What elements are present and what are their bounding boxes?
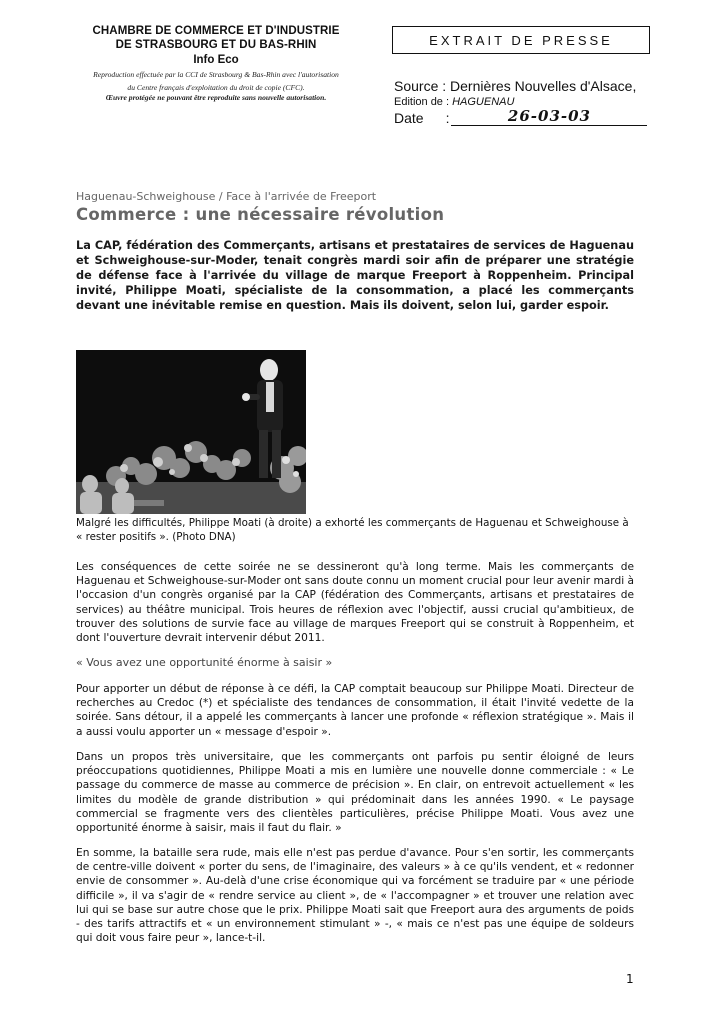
edition-line	[394, 96, 514, 108]
org-name-line2: DE STRASBOURG ET DU BAS-RHIN	[115, 39, 317, 51]
photo-caption: Malgré les difficultés, Philippe Moati (à droite) a exhorté les commerçants de Haguenau et Schweighouse à « rester positifs ». (Photo DNA)	[76, 517, 629, 543]
copyright-notice: Œuvre protégée ne pouvant être reproduite sans nouvelle autorisation.	[105, 93, 327, 102]
cci-header-block	[66, 24, 366, 102]
reproduction-notice-line2: du Centre français d'exploitation du droit de copie (CFC).	[127, 83, 305, 92]
info-eco-label: Info Eco	[193, 54, 239, 66]
extrait-de-presse-box: EXTRAIT DE PRESSE	[392, 26, 650, 54]
date-colon: :	[445, 110, 450, 126]
page-number: 1	[626, 972, 634, 986]
article-photo	[76, 350, 306, 514]
article-paragraph-4: En somme, la bataille sera rude, mais elle n'est pas perdue d'avance. Pour s'en sortir, les commerçants de centre-ville doivent « porter du sens, de l'imaginaire, des valeurs » à ce qu'ils vendent, et « redonner envie de consommer ». Au-delà d'une crise économique qui va forcément se traduire par « une période difficile », il va s'agir de « rendre service au client », de « l'accompagner » et trouver une relation avec lui qui se base sur autre chose que le prix. Philippe Moati sait que Freeport aura des arguments de poids - des tarifs attractifs et « un environnement stimulant » -, « mais ce n'est pas une équipe de soldeurs qui doit vous faire peur », lance-t-il.	[76, 847, 634, 945]
source-label: Source : Dernières Nouvelles d'Alsace,	[394, 78, 637, 94]
edition-value: HAGUENAU	[452, 96, 515, 108]
article-paragraph-1: Les conséquences de cette soirée ne se dessineront qu'à long terme. Mais les commerçants de Haguenau et Schweighouse-sur-Moder ont sans doute connu un moment crucial pour leur avenir mardi à l'occasion d'un congrès organisé par la CAP (fédération des Commerçants, artisans et prestataires de services) au théâtre municipal. Trois heures de réflexion avec l'objectif, aussi crucial qu'ambitieux, de trouver des solutions de survie face au village de marques Freeport qui se construit à Roppenheim, et dont l'ouverture devrait intervenir début 2011.	[76, 561, 634, 645]
edition-label: Edition de :	[394, 96, 453, 108]
date-label: Date	[394, 110, 424, 126]
article-paragraph-2: Pour apporter un début de réponse à ce défi, la CAP comptait beaucoup sur Philippe Moati. Directeur de recherches au Credoc (*) et spécialiste des tendances de consommation, il était l'invité vedette de la soirée. Sans détour, il a appelé les commerçants à lancer une profonde « réflexion stratégique ». Mais il a aussi voulu apporter un « message d'espoir ».	[76, 683, 634, 738]
article-title: Commerce : une nécessaire révolution	[76, 205, 445, 224]
article-lead: La CAP, fédération des Commerçants, artisans et prestataires de services de Haguenau et Schweighouse-sur-Moder, tenait congrès mardi soir afin de préparer une stratégie de défense face à l'arrivée du village de marque Freeport à Roppenheim. Principal invité, Philippe Moati, spécialiste de la consommation, a placé les commerçants devant une inévitable remise en question. Mais ils doivent, selon lui, garder espoir.	[76, 239, 634, 312]
article-paragraph-3: Dans un propos très universitaire, que les commerçants ont parfois pu sentir éloigné de leurs préoccupations quotidiennes, Philippe Moati a mis en lumière une nouvelle donne commerciale : « Le passage du commerce de masse au commerce de précision ». En clair, on entrevoit actuellement « les limites du modèle de grande distribution » qui prédominait dans les années 1990. « Le paysage commercial se fragmente vers des clientèles particulières, précise Philippe Moati. Vous avez une opportunité énorme à saisir, mais il faut du flair. »	[76, 751, 634, 835]
article-kicker: Haguenau-Schweighouse / Face à l'arrivée de Freeport	[76, 190, 377, 203]
date-handwritten-value: 26-03-03	[451, 108, 647, 126]
org-name-line1: CHAMBRE DE COMMERCE ET D'INDUSTRIE	[92, 25, 340, 37]
article-subheading: « Vous avez une opportunité énorme à saisir »	[76, 656, 333, 669]
reproduction-notice-line1: Reproduction effectuée par la CCI de Strasbourg & Bas-Rhin avec l'autorisation	[93, 70, 339, 79]
date-row	[394, 108, 647, 126]
